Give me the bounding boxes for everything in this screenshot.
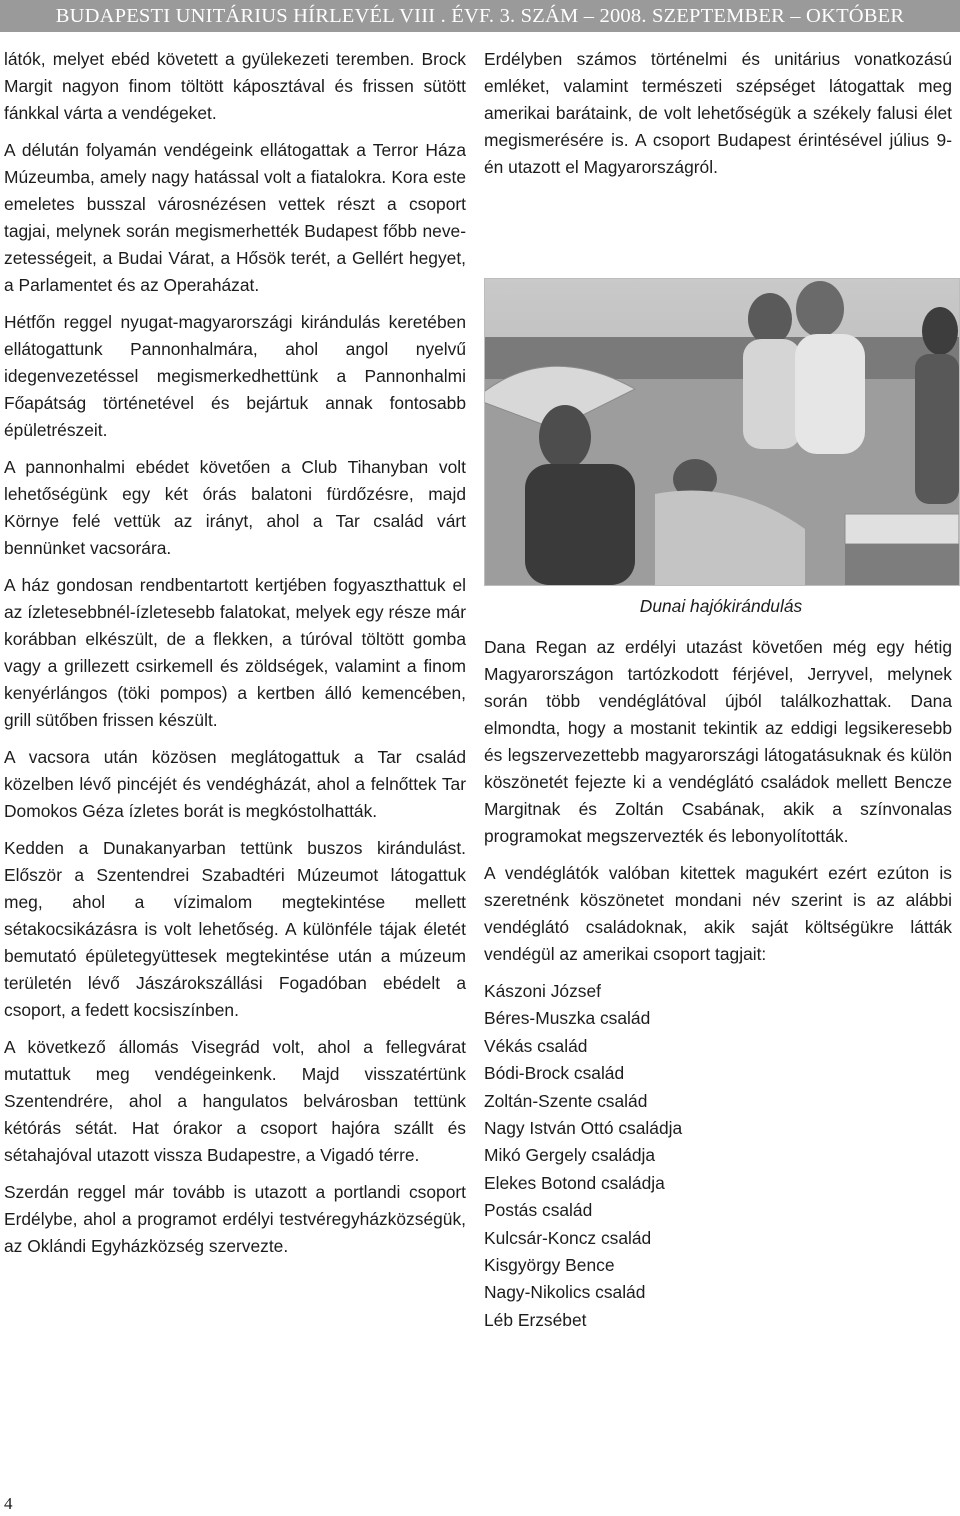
paragraph: A pannonhalmi ebédet követően a Club Tihanyban volt lehetőségünk egy két órás balatoni fürdőzésre, majd Környe felé vettük az irányt, ahol a Tar család várt bennünket vacsorára. — [4, 457, 466, 558]
list-item: Léb Erzsébet — [484, 1309, 587, 1330]
list-item: Bódi-Brock család — [484, 1063, 625, 1084]
caption-text: Dunai hajókirándulás — [639, 596, 803, 616]
list-item: Postás család — [484, 1200, 593, 1221]
paragraph: A délután folyamán vendégeink ellátogattak a Terror Háza Múzeumba, amely nagy hatással volt a fiatalokra. Kora este emeletes busszal városnézésen vettek részt a csoport tagjai, melynek során megismerhették Budapest főbb nevezetességeit, a Budai Várat, a Hősök terét, a Gellért hegyet, a Parlamentet és az Operaházat. — [4, 140, 466, 295]
list-item: Vékás család — [484, 1035, 588, 1056]
host-family-list — [484, 978, 952, 1334]
paragraph: Kedden a Dunakanyarban tettünk buszos kirándulást. Először a Szentendrei Szabadtéri Múzeumot látogattuk meg, ahol a vízimalom megtekintése mellett sétakocsikázásra is volt lehetőség. A különféle tájak életét bemutató épületegyüttesek megtekintése után a múzeum területén lévő Jászárokszállási Fogadóban ebédelt a csoport, a fedett kocsiszínben. — [4, 838, 466, 1020]
right-column-bottom — [484, 634, 952, 1334]
paragraph: A következő állomás Visegrád volt, ahol a fellegvárat mutattuk meg vendégeinkenk. Majd visszatértünk Szentendrére, ahol a hangulatos belvárosban tettünk kétórás sétát. Hat órakor a csoport hajóra szállt és sétahajóval utazott vissza Budapestre, a Vigadó térre. — [4, 1037, 466, 1165]
right-column-top — [484, 46, 952, 191]
page-number: 4 — [4, 1494, 13, 1513]
list-item: Kisgyörgy Bence — [484, 1255, 615, 1276]
left-column — [4, 46, 466, 1270]
list-item: Nagy-Nikolics család — [484, 1282, 646, 1303]
paragraph: A vendéglátók valóban kitettek magukért ezért ezúton is szeretnénk köszönetet mondani név szerint is az alábbi vendéglátó családoknak, akik saját költségükre látták vendégül az amerikai csoport tagjait: — [484, 863, 952, 964]
header-title: BUDAPESTI UNITÁRIUS HÍRLEVÉL VIII . ÉVF. 3. SZÁM – 2008. SZEPTEMBER – OKTÓBER — [55, 5, 905, 27]
list-item: Zoltán-Szente család — [484, 1090, 648, 1111]
page-header — [0, 0, 960, 32]
list-item: Béres-Muszka család — [484, 1008, 651, 1029]
photo-caption — [484, 593, 958, 620]
paragraph: A ház gondosan rendbentartott kertjében fogyaszthattuk el az ízletesebbnél-ízletesebb falatokat, melyek egy része már korábban elkészült, de a flekken, a túróval töltött gomba vagy a grillezett csirkemell és zöldségek, valamint a finom kenyérlángos (töki pompos) a kertben álló kemencében, grill sütőben frissen készült. — [4, 575, 466, 730]
paragraph: Erdélyben számos történelmi és unitárius vonatkozású emléket, valamint természeti szépséget látogattak meg amerikai barátaink, de volt lehetőségük a székely falusi élet megismerésére is. A csoport Budapest érintésével július 9-én utazott el Magyarországról. — [484, 49, 952, 177]
paragraph: Dana Regan az erdélyi utazást követően még egy hétig Magyarországon tartózkodott férjével, Jerryvel, melynek során több vendéglátóval újból találkozhattak. Dana elmondta, hogy a mostanit tekintik az eddigi legsikeresebb és legszervezettebb magyarországi látogatásuknak és külön köszönetét fejezte ki a vendéglátó családok mellett Bencze Margitnak és Zoltán Csabának, akik a színvonalas programokat megszervezték és lebonyolították. — [484, 637, 952, 846]
paragraph: A vacsora után közösen meglátogattuk a Tar család közelben lévő pincéjét és vendégházát, ahol a felnőttek Tar Domokos Géza ízletes borát is megkóstolhatták. — [4, 747, 466, 821]
boat-trip-photo — [484, 278, 960, 586]
list-item: Nagy István Ottó családja — [484, 1118, 683, 1139]
paragraph: Szerdán reggel már tovább is utazott a portlandi csoport Erdélybe, ahol a programot erdélyi testvéregyházközségük, az Oklándi Egyházközség szervezte. — [4, 1182, 466, 1256]
list-item: Kulcsár-Koncz család — [484, 1227, 652, 1248]
paragraph: látók, melyet ebéd követett a gyülekezeti teremben. Brock Margit nagyon finom töltött káposztával és frissen sütött fánkkal várta a vendégeket. — [4, 49, 466, 123]
list-item: Mikó Gergely családja — [484, 1145, 656, 1166]
list-item: Elekes Botond családja — [484, 1172, 665, 1193]
paragraph: Hétfőn reggel nyugat-magyarországi kirándulás keretében ellátogattunk Pannonhalmára, ahol angol nyelvű idegenvezetéssel megismerkedhettünk a Pannonhalmi Főapátság történetével és bejártuk annak fontosabb épületrészeit. — [4, 312, 466, 440]
list-item: Kászoni József — [484, 981, 601, 1001]
